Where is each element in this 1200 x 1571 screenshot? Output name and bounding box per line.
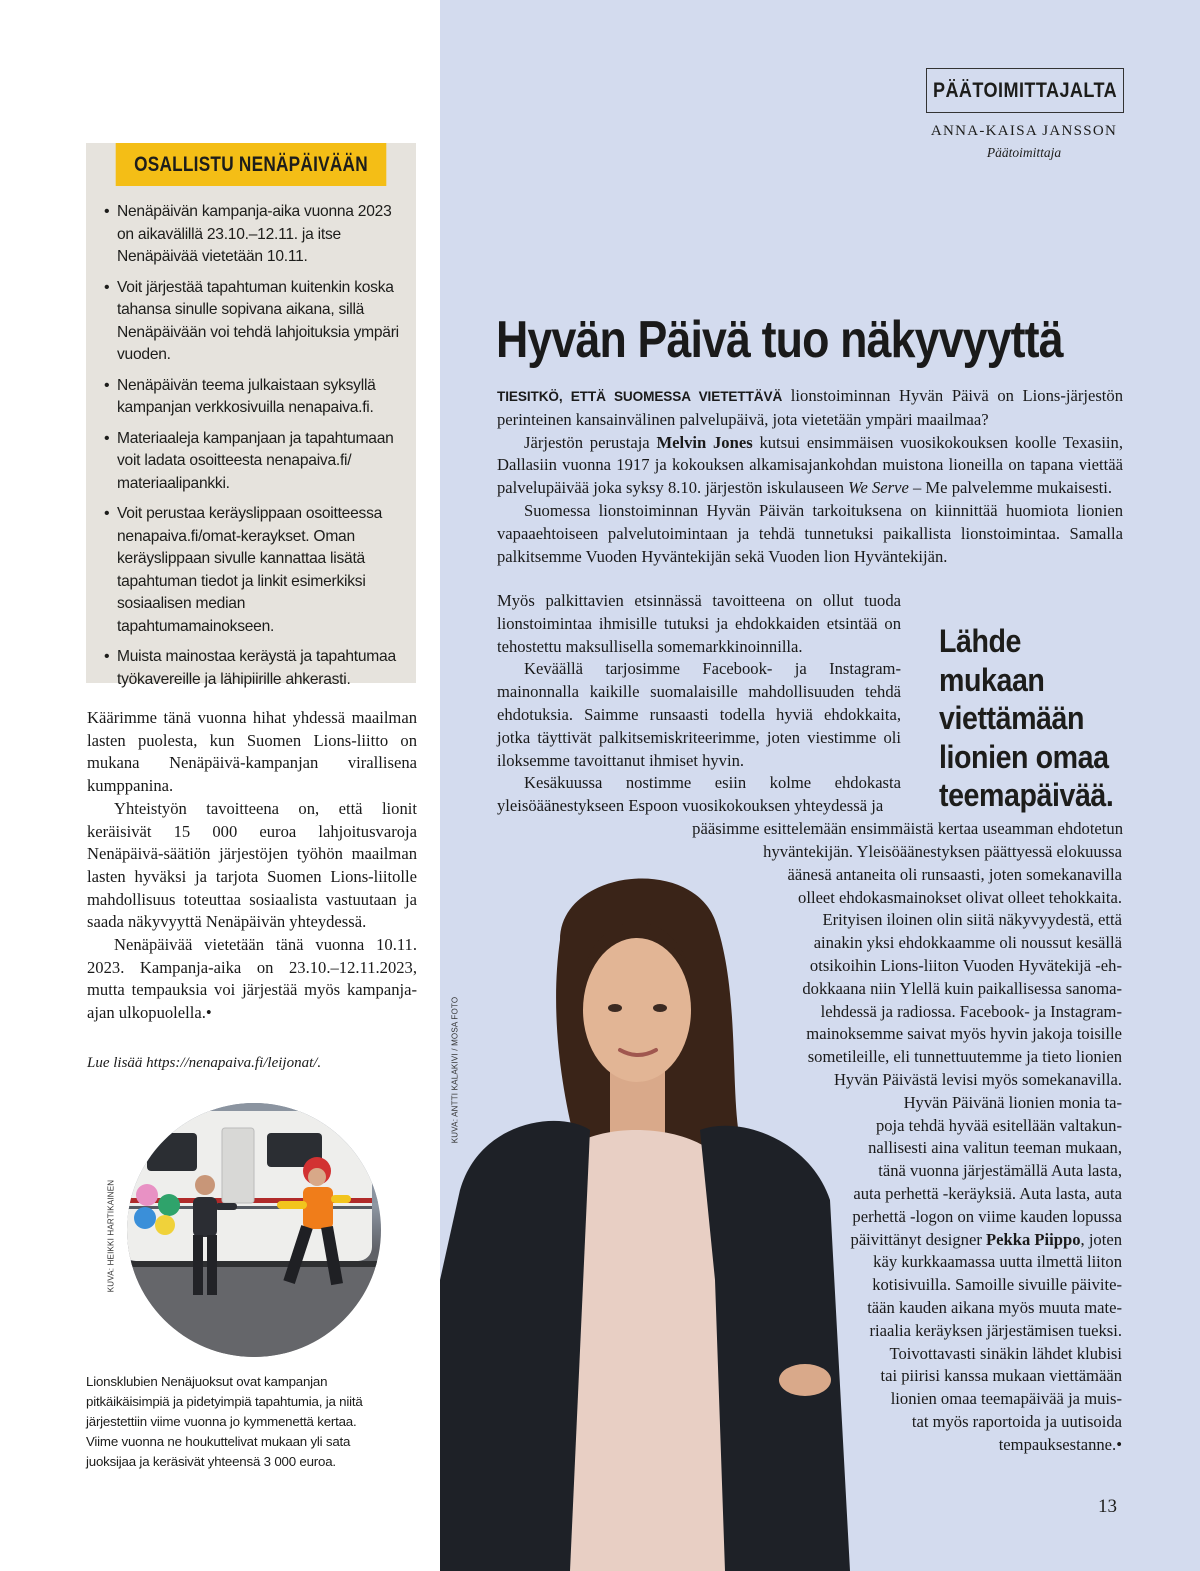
author-role: Päätoimittaja <box>986 145 1062 160</box>
sidebar-item: • Materiaaleja kampanjaan ja tapahtumaan voit ladata osoitteesta nenapaiva.fi/ materiaalipankki. <box>104 428 402 496</box>
sidebar-item: • Voit perustaa keräyslippaan osoitteessa nenapaiva.fi/omat-keraykset. Oman keräyslippaan sivulle kannattaa lisätä tapahtuman tiedot ja linkit esimerkiksi sosiaalisen median tapahtumamainokseen. <box>104 503 402 638</box>
nenajuoksu-photo <box>127 1103 381 1357</box>
sidebar-item: • Nenäpäivän kampanja-aika vuonna 2023 on aikavälillä 23.10.–12.11. ja itse Nenäpäivää vietetään 10.11. <box>104 201 402 269</box>
article-body-wrap: hyväntekijän. Yleisöäänestyksen päättyessä elokuussa äänesä antaneita oli runsaasti, joten somekanavilla olleet ehdokasmainokset olivat olleet tehokkaita. Erityisen iloinen olin siitä näkyvyydestä, että ainakin yksi ehdokkaamme oli noussut kesällä otsikoihin Lions-liiton Vuoden Hyvätekijä -eh- dokkaana niin Ylellä kuin paikallisessa sanoma- lehdessä ja radiossa. Facebook- ja Instagram- mainoksemme saivat myös hyvin jakoja toisille sometileille, eli tunnettuutemme ja tieto lionien Hyvän Päivästä levisi myös somekanavilla. Hyvän Päivänä lionien monia ta- poja tehdä hyvää esitellään valtakun- nallisesti aina valitun teeman mukaan, tänä vuonna järjestämällä Auta lasta, auta perhettä -keräyksiä. Auta lasta, auta perhettä -logon on viime kauden lopussa päivittänyt designer Pekka Piippo, joten käy kurkkaamassa uutta ilmettä liiton kotisivuilla. Samoille sivuille päivite- tään kauden aikana myös muuta mate- riaalia keräyksen järjestämisen tueksi. Toivottavasti sinäkin lähdet klubisi tai piirisi kanssa mukaan viettämään lionien omaa teemapäivää ja muis- tat myös raportoida ja uutisoida tempauksestanne.• <box>763 842 1122 1454</box>
page-number: 13 <box>1098 1496 1117 1517</box>
article-paragraph-3: Suomessa lionstoiminnan Hyvän Päivän tarkoituksena on kiinnittää huomiota lionien vapaaehtoiseen palvelutoimintaan ja tehdä tunnetuksi paikallista lionstoimintaa. Samalla palkitsemme Vuoden Hyväntekijän sekä Vuoden lion Hyväntekijän. <box>497 500 1123 566</box>
left-article-paragraph: Yhteistyön tavoitteena on, että lionit keräisivät 15 000 euroa lahjoitusvaroja Nenäpäivä-säätiön järjestöjen työhön maailman lasten hyväksi ja tarjota Suomen Lions-liitolle mahdollisuus toteuttaa sosiaalista vastuutaan ja saada näkyvyyttä Nenäpäivän yhteydessä. <box>87 798 417 932</box>
article-paragraph-5: Keväällä tarjosimme Facebook- ja Instagram-mainonnalla kaikille suomalaisille mahdollisuuden tehdä ehdotuksia. Saimme runsaasti todella hyviä ehdokkaita, jotka täyttivät palkitsemiskriteerimme, joten viestimme oli iloksemme tavoittanut ihmiset hyvin. <box>497 659 901 770</box>
article-body-narrow <box>497 590 901 818</box>
read-more-link[interactable]: Lue lisää https://nenapaiva.fi/leijonat/. <box>87 1055 322 1071</box>
article-body-top <box>497 385 1123 568</box>
article-headline: Hyvän Päivä tuo näkyvyyttä <box>496 311 1063 369</box>
nenajuoksu-photo-illustration <box>127 1103 381 1357</box>
sidebar-box <box>86 143 416 688</box>
left-article-paragraph: Nenäpäivää vietetään tänä vuonna 10.11. 2023. Kampanja-aika on 23.10.–12.11.2023, mutta tempauksia voi järjestää myös kampanja-ajan ulkopuolella.• <box>87 935 417 1023</box>
article-body-wide-line: pääsimme esittelemään ensimmäistä kertaa useamman ehdotetun <box>692 819 1123 838</box>
photo-caption: Lionsklubien Nenäjuoksut ovat kampanjan pitkäikäisimpiä ja pidetyimpiä tapahtumia, ja niitä järjestettiin viime vuonna jo kymmenettä kertaa. Viime vuonna ne houkuttelivat mukaan yli sata juoksijaa ja keräsivät yhteensä 3 000 euroa. <box>86 1374 363 1469</box>
author-name: ANNA-KAISA JANSSON <box>930 123 1118 139</box>
photo-credit-portrait: KUVA: ANTTI KALAKIVI / MOSA FOTO <box>450 996 460 1144</box>
pull-quote: Lähde mukaan viettämään lionien omaa teemapäivää. <box>939 623 1114 813</box>
sidebar-item: • Nenäpäivän teema julkaistaan syksyllä kampanjan verkkosivuilla nenapaiva.fi. <box>104 375 402 420</box>
sidebar-item: • Voit järjestää tapahtuman kuitenkin koska tahansa sinulle sopivana aikana, sillä Nenäpäivään voi tehdä lahjoituksia ympäri vuoden. <box>104 277 402 367</box>
photo-credit-small: KUVA: HEIKKI HARTIKAINEN <box>106 1179 116 1292</box>
sidebar-list <box>86 186 416 691</box>
lead-in: TIESITKÖ, ETTÄ SUOMESSA VIETETTÄVÄ <box>497 389 783 404</box>
article-paragraph-1: TIESITKÖ, ETTÄ SUOMESSA VIETETTÄVÄ lionstoiminnan Hyvän Päivä on Lions-järjestön perinteinen kansainvälinen palvelupäivä, jota vietetään ympäri maailmaa? <box>497 386 1123 429</box>
section-tag: PÄÄTOIMITTAJALTA <box>926 68 1124 113</box>
left-article-body <box>87 707 417 1025</box>
article-paragraph-2: Järjestön perustaja Melvin Jones kutsui ensimmäisen vuosikokouksen koolle Texasiin, Dallasiin vuonna 1917 ja kokouksen alkamisajankohdan muistona lioneilla on tapana viettää palvelupäivää joka syksy 8.10. järjestön iskulauseen We Serve – Me palvelemme mukaisesti. <box>497 432 1123 498</box>
sidebar-title: OSALLISTU NENÄPÄIVÄÄN <box>116 143 387 186</box>
left-article-paragraph: Käärimme tänä vuonna hihat yhdessä maailman lasten puolesta, kun Suomen Lions-liitto on mukana Nenäpäivä-kampanjan virallisena kumppanina. <box>87 708 417 796</box>
article-paragraph-4: Myös palkittavien etsinnässä tavoitteena on ollut tuoda lionstoimintaa ihmisille tutuksi ja ehdokkaiden etsintää on tehostettu maksullisella somemarkkinoinnilla. <box>497 591 901 656</box>
article-paragraph-6: Kesäkuussa nostimme esiin kolme ehdokasta yleisöäänestykseen Espoon vuosikokouksen yhteydessä ja <box>497 773 901 816</box>
sidebar-item: • Muista mainostaa keräystä ja tapahtumaa työkavereille ja lähipiirille ahkerasti. <box>104 646 402 691</box>
